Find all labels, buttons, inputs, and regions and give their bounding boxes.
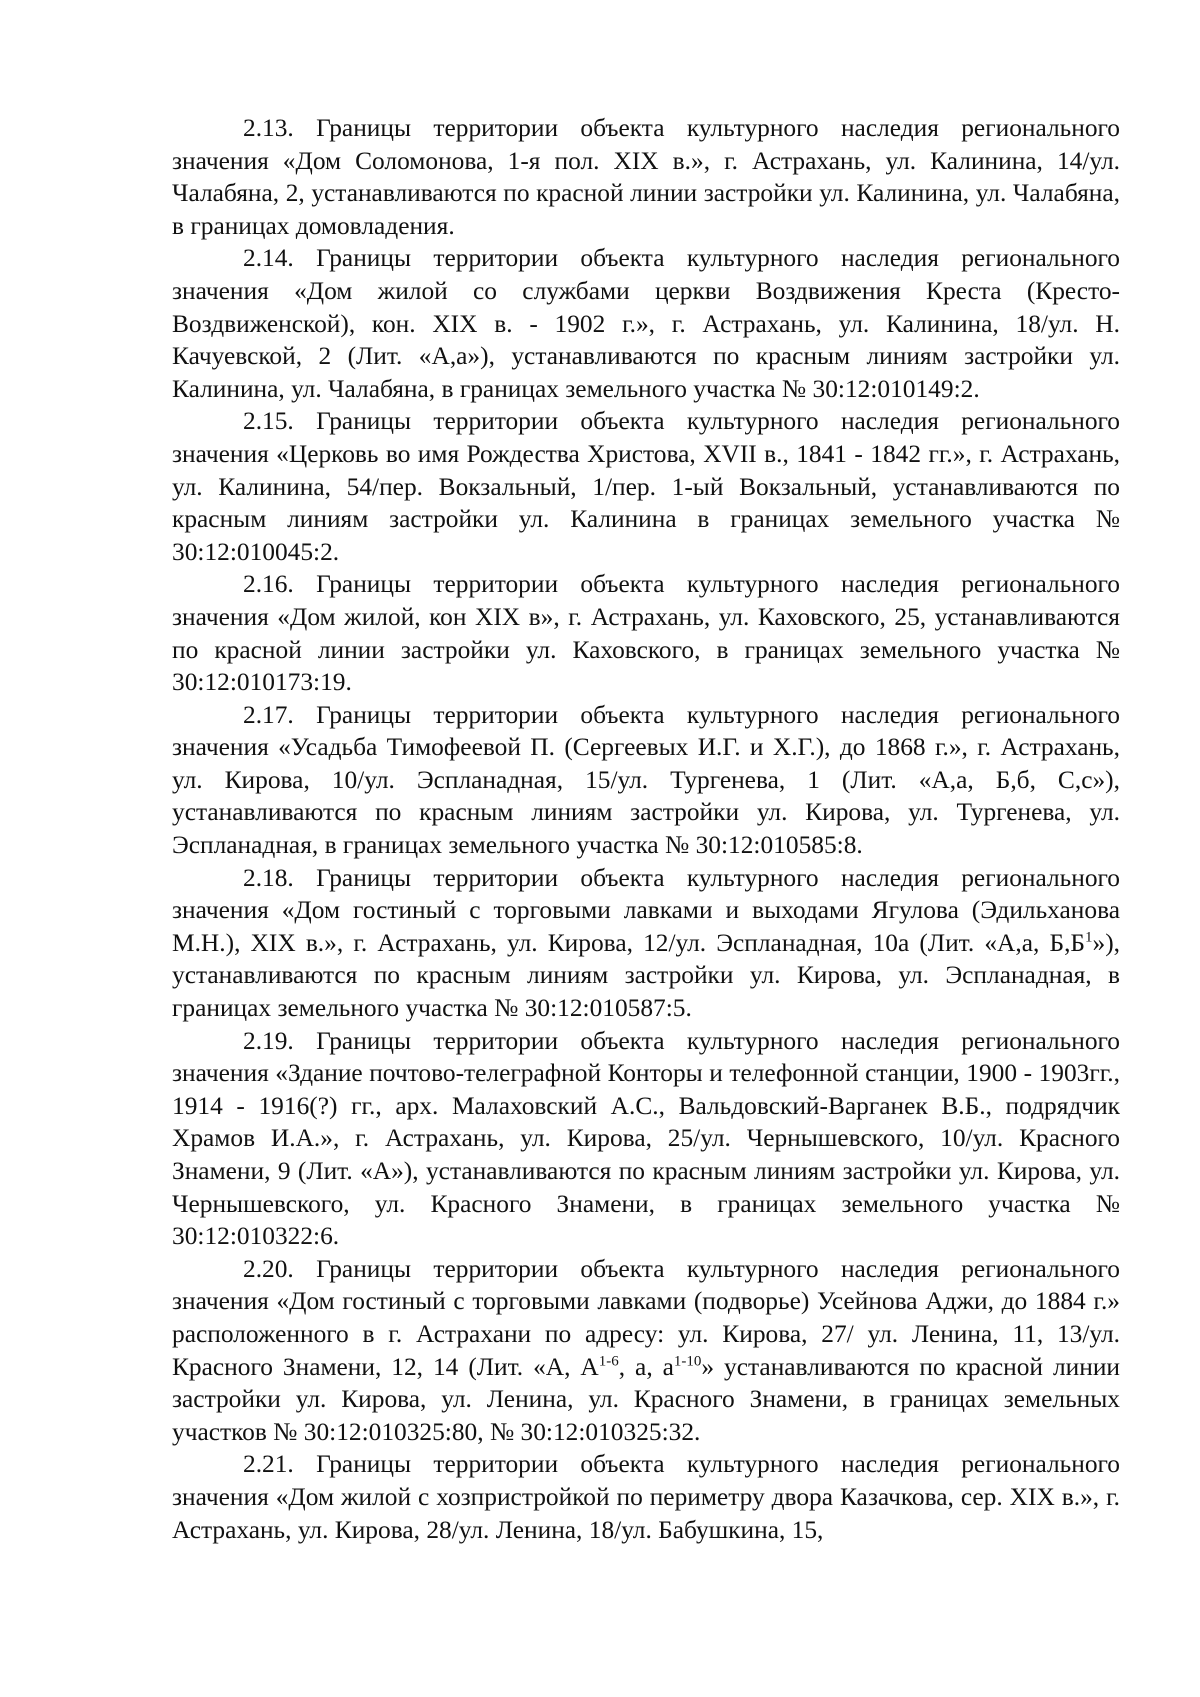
superscript: 1-6: [598, 1353, 619, 1370]
paragraph-2-17: [172, 699, 1120, 862]
paragraph-text: 2.15. Границы территории объекта культурного наследия регионального значения «Церковь во имя Рождества Христова, XVII в., 1841 - 1842 гг.», г. Астрахань, ул. Калинина, 54/пер. Вокзальный, 1/пер. 1-ый Вокзальный, устанавливаются по красным линиям застройки ул. Калинина в границах земельного участка № 30:12:010045:2.: [172, 407, 1120, 566]
superscript: 1: [1085, 929, 1093, 946]
paragraph-text: 2.16. Границы территории объекта культурного наследия регионального значения «Дом жилой, кон XIX в», г. Астрахань, ул. Каховского, 25, устанавливаются по красной линии застройки ул. Каховского, в границах земельного участка № 30:12:010173:19.: [172, 570, 1120, 697]
paragraph-text: 2.18. Границы территории объекта культурного наследия регионального значения «Дом гостиный с торговыми лавками и выходами Ягулова (Эдильханова М.Н.), XIX в.», г. Астрахань, ул. Кирова, 12/ул. Эспланадная, 10а (Лит. «А,а, Б,Б: [172, 863, 1120, 957]
paragraph-2-14: [172, 242, 1120, 405]
paragraph-2-20: [172, 1253, 1120, 1449]
paragraph-2-16: [172, 568, 1120, 698]
paragraph-text: , а, а: [618, 1352, 674, 1381]
document-body: [172, 112, 1120, 1546]
paragraph-text: »), устанавливаются по красным линиям застройки ул. Кирова, ул. Эспланадная, в границах земельного участка № 30:12:010587:5.: [172, 928, 1120, 1023]
paragraph-2-13: [172, 112, 1120, 242]
paragraph-text: 2.17. Границы территории объекта культурного наследия регионального значения «Усадьба Тимофеевой П. (Сергеевых И.Г. и Х.Г.), до 1868 г.», г. Астрахань, ул. Кирова, 10/ул. Эспланадная, 15/ул. Тургенева, 1 (Лит. «А,а, Б,б, С,с»), устанавливаются по красным линиям застройки ул. Кирова, ул. Тургенева, ул. Эспланадная, в границах земельного участка № 30:12:010585:8.: [172, 700, 1120, 860]
paragraph-text: 2.20. Границы территории объекта культурного наследия регионального значения «Дом гостиный с торговыми лавками (подворье) Усейнова Аджи, до 1884 г.» расположенного в г. Астрахани по адресу: ул. Кирова, 27/ ул. Ленина, 11, 13/ул. Красного Знамени, 12, 14 (Лит. «А, А: [172, 1254, 1120, 1381]
paragraph-text: 2.21. Границы территории объекта культурного наследия регионального значения «Дом жилой с хозпристройкой по периметру двора Казачкова, сер. XIX в.», г. Астрахань, ул. Кирова, 28/ул. Ленина, 18/ул. Бабушкина, 15,: [172, 1450, 1120, 1544]
paragraph-2-21: [172, 1448, 1120, 1546]
paragraph-text: 2.19. Границы территории объекта культурного наследия регионального значения «Здание почтово-телеграфной Конторы и телефонной станции, 1900 - 1903гг., 1914 - 1916(?) гг., арх. Малаховский А.С., Вальдовский-Варганек В.Б., подрядчик Храмов И.А.», г. Астрахань, ул. Кирова, 25/ул. Чернышевского, 10/ул. Красного Знамени, 9 (Лит. «А»), устанавливаются по красным линиям застройки ул. Кирова, ул. Чернышевского, ул. Красного Знамени, в границах земельного участка № 30:12:010322:6.: [172, 1026, 1120, 1251]
paragraph-text: 2.14. Границы территории объекта культурного наследия регионального значения «Дом жилой со службами церкви Воздвижения Креста (Кресто-Воздвиженской), кон. XIX в. - 1902 г.», г. Астрахань, ул. Калинина, 18/ул. Н. Качуевской, 2 (Лит. «А,а»), устанавливаются по красным линиям застройки ул. Калинина, ул. Чалабяна, в границах земельного участка № 30:12:010149:2.: [172, 244, 1120, 403]
paragraph-text: » устанавливаются по красной линии застройки ул. Кирова, ул. Ленина, ул. Красного Знамени, в границах земельных участков № 30:12:010325:80, № 30:12:010325:32.: [172, 1352, 1120, 1446]
paragraph-2-18: [172, 862, 1120, 1025]
superscript: 1-10: [673, 1353, 702, 1370]
paragraph-2-15: [172, 405, 1120, 568]
paragraph-text: 2.13. Границы территории объекта культурного наследия регионального значения «Дом Соломонова, 1-я пол. XIX в.», г. Астрахань, ул. Калинина, 14/ул. Чалабяна, 2, устанавливаются по красной линии застройки ул. Калинина, ул. Чалабяна, в границах домовладения.: [172, 114, 1120, 240]
paragraph-2-19: [172, 1025, 1120, 1253]
